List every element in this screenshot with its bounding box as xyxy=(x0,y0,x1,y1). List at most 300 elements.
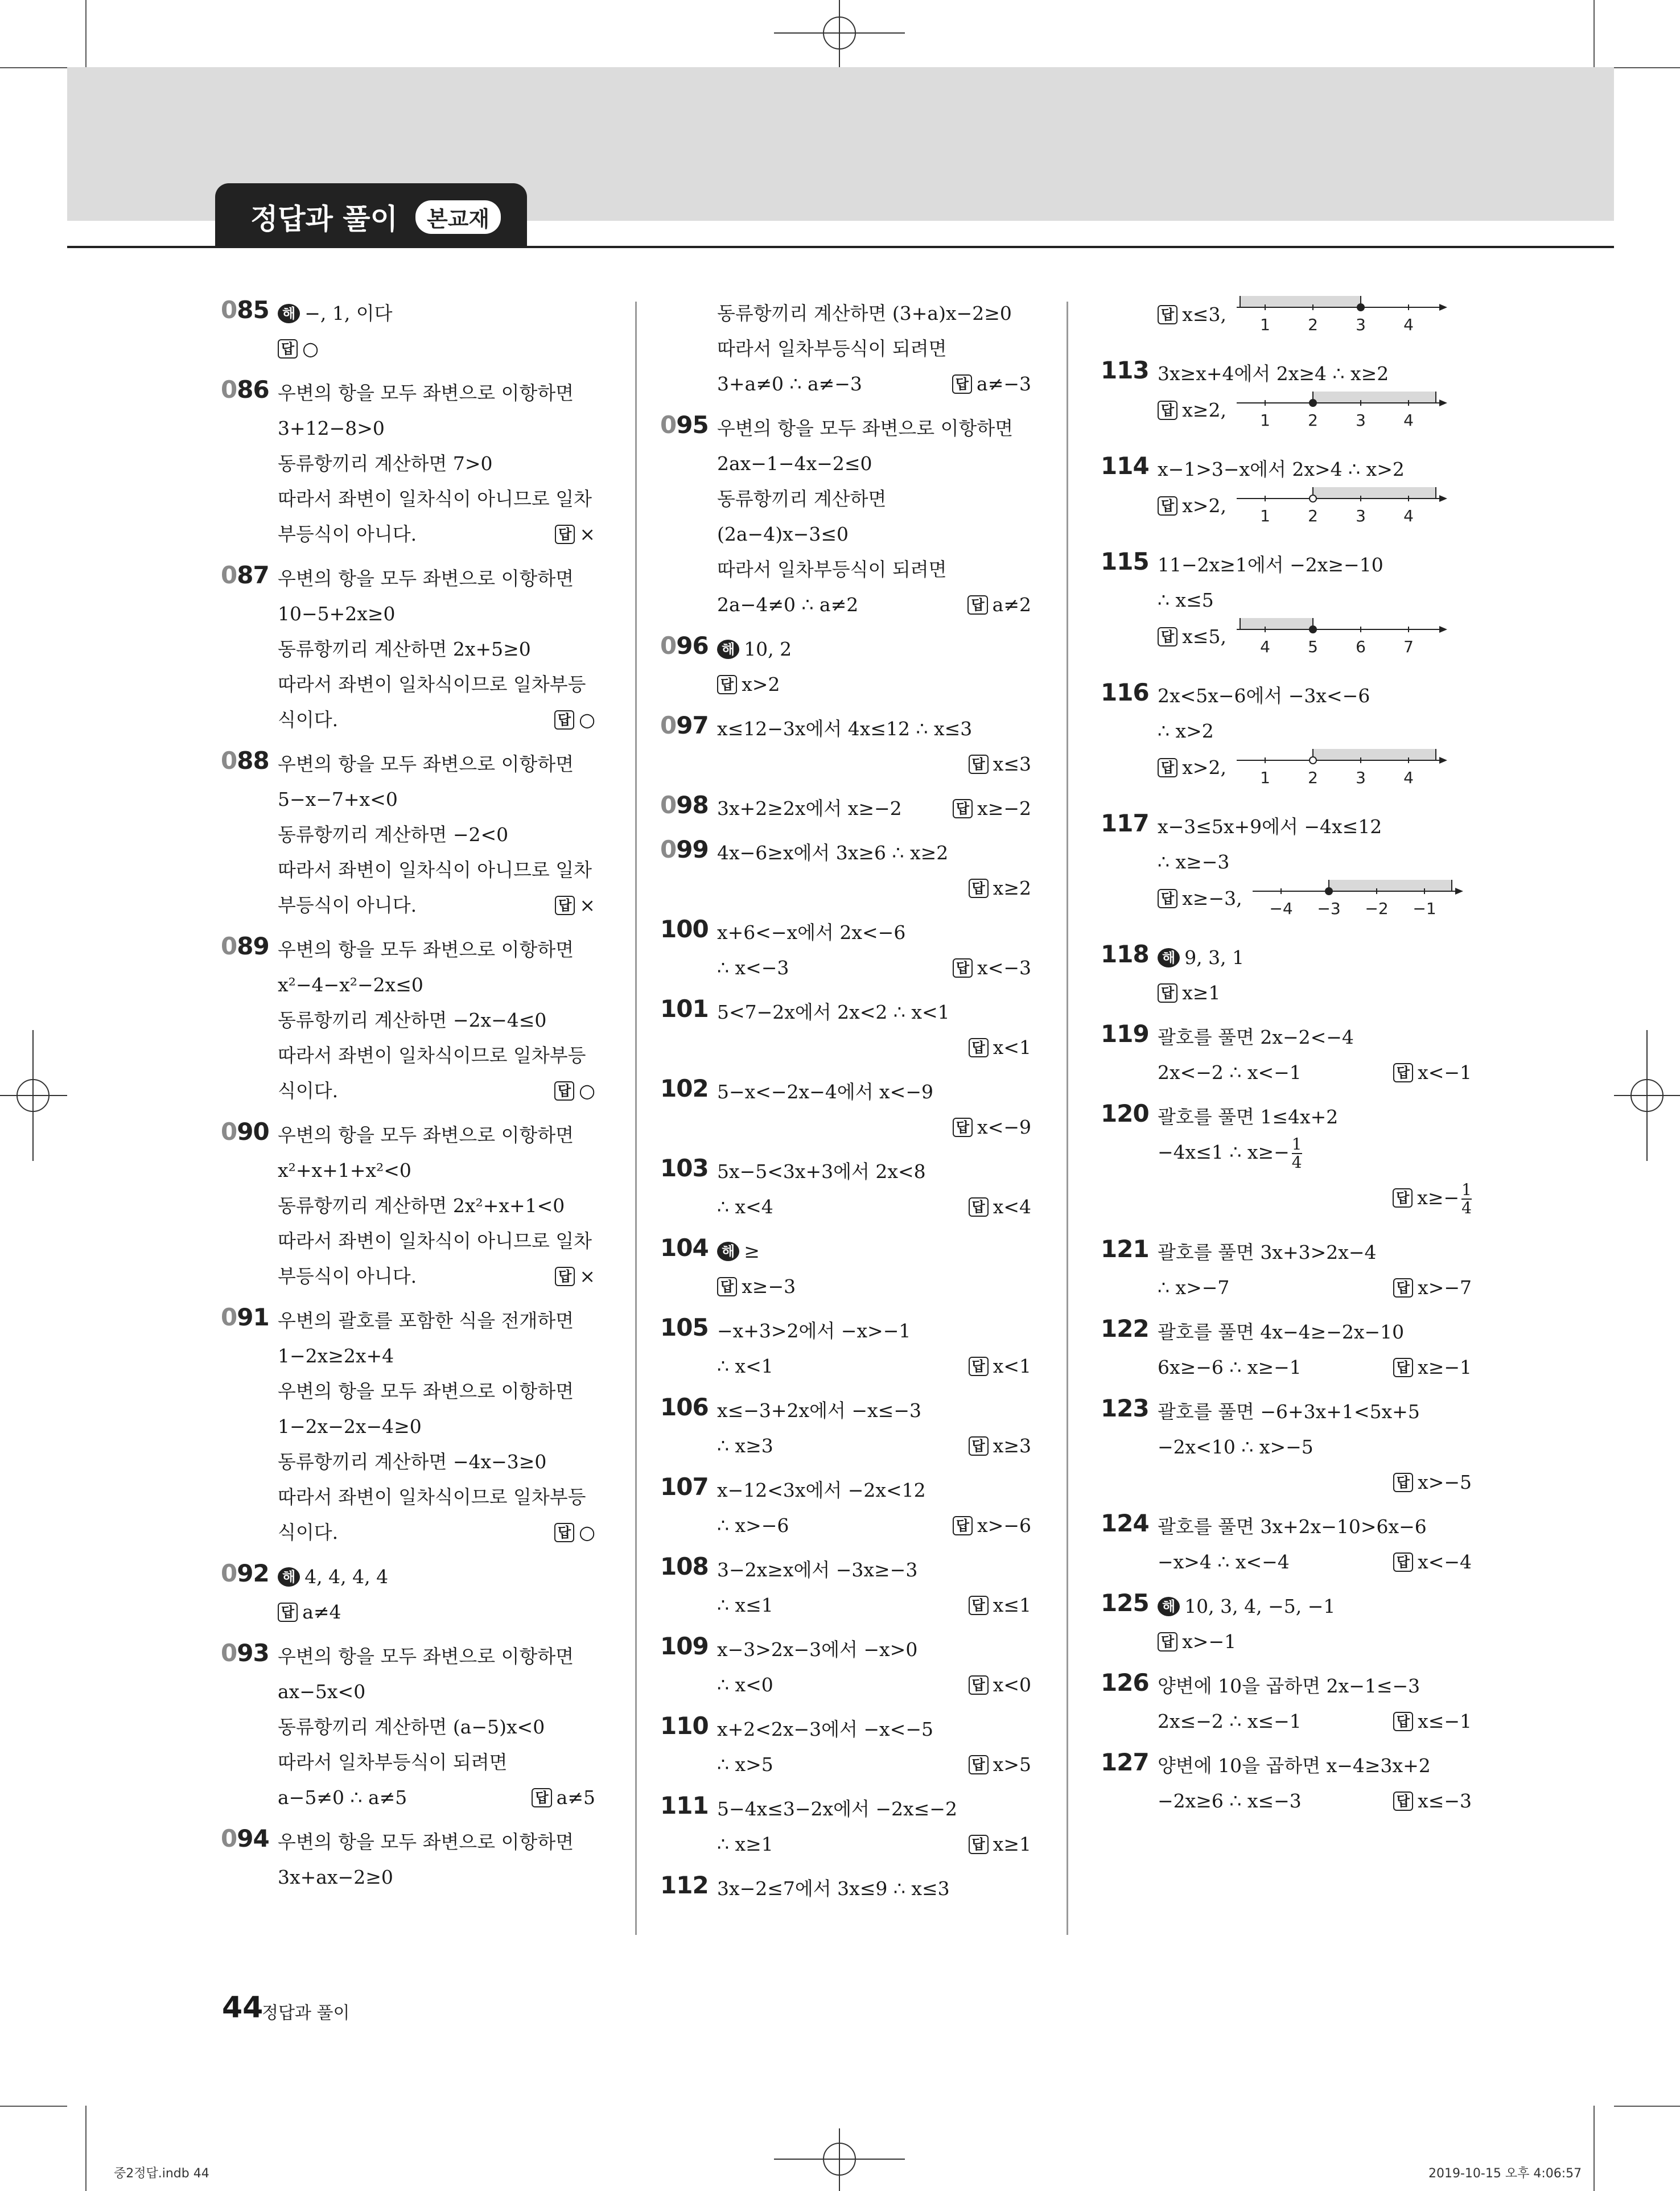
fraction xyxy=(1461,1181,1472,1217)
final-answer xyxy=(953,950,1031,986)
tick-label: 2 xyxy=(1308,411,1318,430)
problem-number-prefix: 0 xyxy=(221,1825,237,1852)
problem-number xyxy=(221,1303,269,1331)
solution-text: ∴ x<1 xyxy=(717,1355,773,1377)
problem xyxy=(660,1871,1031,1906)
page-number: 44 xyxy=(222,1991,263,2025)
solution-line xyxy=(717,1428,1031,1464)
solution-line xyxy=(1158,845,1472,880)
problem-body xyxy=(717,1712,1031,1782)
problem-number-digits: 112 xyxy=(660,1871,709,1899)
problem-number-digits: 124 xyxy=(1101,1509,1149,1537)
problem-number-digits: 105 xyxy=(660,1313,709,1341)
problem-body xyxy=(1158,1509,1472,1580)
axis-arrow xyxy=(1439,757,1447,764)
solution-line xyxy=(1158,809,1472,845)
problem xyxy=(1101,1748,1472,1819)
open-point xyxy=(1310,757,1316,764)
solution-text: 우변의 항을 모두 좌변으로 이항하면 xyxy=(278,1380,574,1402)
problem-number xyxy=(660,1473,709,1501)
solution-text: ax−5x<0 xyxy=(278,1681,366,1703)
final-answer-text: x<−4 xyxy=(1418,1551,1472,1573)
answer-badge: 답 xyxy=(1393,1188,1413,1208)
solution-line xyxy=(278,561,595,596)
number-line xyxy=(1237,296,1447,336)
problem-number xyxy=(660,915,709,943)
solution-line xyxy=(1158,1704,1472,1739)
solution-line xyxy=(278,1118,595,1153)
final-answer-text: x≤3 xyxy=(993,753,1031,775)
solution-line xyxy=(278,1860,595,1895)
solution-text: 따라서 좌변이 일차식이 아니므로 일차 xyxy=(278,1230,592,1252)
solution-line xyxy=(1158,1135,1472,1180)
final-answer xyxy=(554,702,595,738)
final-answer-text: a≠−3 xyxy=(977,373,1031,395)
solution-text: 동류항끼리 계산하면 −4x−3≥0 xyxy=(278,1451,547,1473)
answer-badge: 답 xyxy=(953,799,973,818)
tick-label: 4 xyxy=(1403,411,1414,430)
problem-number-prefix: 0 xyxy=(660,835,677,863)
problem-number-digits: 87 xyxy=(237,561,269,589)
final-answer xyxy=(1393,1180,1472,1217)
solution-line xyxy=(278,1003,595,1038)
final-answer xyxy=(1393,1545,1472,1580)
solution-region xyxy=(1240,296,1361,307)
problem-number-digits: 106 xyxy=(660,1393,709,1421)
tick-label: 1 xyxy=(1260,411,1270,430)
tick-label: 1 xyxy=(1260,768,1270,787)
problem-number xyxy=(1101,356,1149,384)
problem xyxy=(660,1473,1031,1543)
footer-section: 정답과 풀이 xyxy=(262,2003,350,2023)
problem-body xyxy=(278,747,595,923)
crop-mark xyxy=(0,67,67,68)
answer-badge: 답 xyxy=(1393,1278,1413,1298)
solution-line xyxy=(278,1409,595,1444)
final-answer xyxy=(969,1827,1031,1862)
answer-badge: 답 xyxy=(969,1835,989,1854)
final-answer-text: x<−3 xyxy=(977,957,1031,979)
problem-body xyxy=(278,1303,595,1550)
solution-line xyxy=(717,1871,1031,1906)
solution-line xyxy=(717,1234,1031,1269)
solution-line xyxy=(278,331,595,366)
problem-number xyxy=(660,632,709,660)
solution-region xyxy=(1240,618,1313,629)
problem-number-digits: 88 xyxy=(237,747,269,775)
problem xyxy=(660,1313,1031,1384)
problem xyxy=(660,632,1031,702)
problem-number-digits: 110 xyxy=(660,1712,709,1740)
solution-line xyxy=(278,1780,595,1815)
solution-line xyxy=(717,587,1031,623)
column-divider xyxy=(635,302,637,1935)
final-answer xyxy=(555,888,595,923)
solution-text: x−1>3−x에서 2x>4 ∴ x>2 xyxy=(1158,458,1405,480)
answer-badge: 답 xyxy=(1158,305,1177,324)
problem-number-digits: 108 xyxy=(660,1552,709,1580)
axis-arrow xyxy=(1439,304,1447,311)
answer-badge: 답 xyxy=(969,1675,989,1695)
axis-arrow xyxy=(1439,400,1447,406)
problem xyxy=(660,835,1031,906)
solution-text: 식이다. xyxy=(278,1080,339,1102)
solution-line xyxy=(717,667,1031,702)
tick-label: 2 xyxy=(1308,506,1318,525)
problem xyxy=(1101,296,1472,347)
closed-point xyxy=(1357,304,1364,311)
solution-text: 1−2x−2x−4≥0 xyxy=(278,1415,422,1438)
solution-line xyxy=(278,747,595,782)
problem-body xyxy=(1158,678,1472,800)
problem-number-digits: 85 xyxy=(237,296,269,324)
problem-number xyxy=(660,411,709,439)
final-answer-text: x>5 xyxy=(993,1753,1031,1776)
final-answer-text: ○ xyxy=(579,709,595,731)
solution-text: 동류항끼리 계산하면 7>0 xyxy=(278,452,493,475)
solution-text: x≤5, xyxy=(1182,625,1226,648)
tick-label: 5 xyxy=(1308,637,1318,656)
axis-arrow xyxy=(1439,626,1447,633)
solution-text: 괄호를 풀면 3x+3>2x−4 xyxy=(1158,1241,1377,1263)
solution-text: −2x<10 ∴ x>−5 xyxy=(1158,1436,1313,1458)
solution-line xyxy=(278,1825,595,1860)
problem xyxy=(221,1639,595,1815)
problem-number-digits: 113 xyxy=(1101,356,1149,384)
problem-number xyxy=(221,1118,269,1146)
solution-text: x−3≤5x+9에서 −4x≤12 xyxy=(1158,816,1382,838)
answer-badge: 답 xyxy=(555,525,575,544)
answer-badge: 답 xyxy=(1393,1712,1413,1731)
solution-line xyxy=(278,967,595,1003)
problem-number xyxy=(660,1632,709,1660)
problem xyxy=(1101,1099,1472,1226)
explanation-badge: 해 xyxy=(1158,1597,1180,1616)
solution-line xyxy=(278,1639,595,1674)
problem-number-prefix: 0 xyxy=(221,376,237,403)
final-answer xyxy=(1393,1350,1472,1385)
final-answer-text: x<−1 xyxy=(1418,1061,1472,1084)
problem-number xyxy=(660,1712,709,1740)
solution-line xyxy=(717,481,1031,517)
solution-line xyxy=(1158,1748,1472,1784)
solution-line xyxy=(717,632,1031,667)
solution-line xyxy=(717,1667,1031,1703)
problem-body xyxy=(717,1154,1031,1225)
problem-number xyxy=(660,1393,709,1421)
crop-mark xyxy=(1614,2106,1680,2107)
problem-number xyxy=(221,1639,269,1667)
problem-number xyxy=(660,1791,709,1819)
explanation-badge: 해 xyxy=(278,1567,300,1587)
problem xyxy=(1101,547,1472,669)
solution-text: 우변의 괄호를 포함한 식을 전개하면 xyxy=(278,1309,574,1332)
final-answer xyxy=(969,1030,1031,1065)
solution-line xyxy=(1158,1784,1472,1819)
problem-body xyxy=(1158,809,1472,931)
solution-line xyxy=(278,782,595,817)
solution-text: 동류항끼리 계산하면 −2x−4≤0 xyxy=(278,1009,547,1031)
final-answer-text: x≤1 xyxy=(993,1594,1031,1616)
answer-badge: 답 xyxy=(969,1038,989,1057)
answer-badge: 답 xyxy=(969,1755,989,1774)
solution-line xyxy=(1158,1235,1472,1270)
final-answer xyxy=(969,1428,1031,1464)
solution-line xyxy=(717,1154,1031,1189)
solution-text: 동류항끼리 계산하면 −2<0 xyxy=(278,823,509,846)
solution-text: x−3>2x−3에서 −x>0 xyxy=(717,1638,918,1661)
solution-line xyxy=(717,1074,1031,1110)
solution-line xyxy=(717,517,1031,552)
answer-badge: 답 xyxy=(969,1357,989,1376)
problem-body xyxy=(278,561,595,738)
problem-number xyxy=(1101,1099,1149,1127)
solution-line xyxy=(717,915,1031,950)
solution-text: 따라서 좌변이 일차식이므로 일차부등 xyxy=(278,1486,586,1508)
solution-text: 우변의 항을 모두 좌변으로 이항하면 xyxy=(278,753,574,775)
problem-number xyxy=(221,932,269,960)
problem-number-digits: 109 xyxy=(660,1632,709,1660)
problem-number-digits: 117 xyxy=(1101,809,1149,837)
solution-line xyxy=(278,481,595,517)
problem xyxy=(1101,1020,1472,1090)
solution-line xyxy=(278,1444,595,1480)
problem xyxy=(221,1303,595,1550)
solution-text: 4x−6≥x에서 3x≥6 ∴ x≥2 xyxy=(717,842,949,864)
problem xyxy=(221,1118,595,1294)
problem-number-digits: 122 xyxy=(1101,1315,1149,1342)
answer-column-1 xyxy=(221,296,595,1904)
solution-text: 우변의 항을 모두 좌변으로 이항하면 xyxy=(278,1645,574,1667)
solution-line xyxy=(717,552,1031,587)
solution-line xyxy=(1158,1545,1472,1580)
problem-body xyxy=(717,1632,1031,1703)
final-answer-text: x≤−1 xyxy=(1418,1710,1472,1732)
final-answer xyxy=(1393,1465,1472,1500)
solution-line xyxy=(278,446,595,481)
solution-line xyxy=(717,1508,1031,1543)
problem-body xyxy=(717,791,1031,826)
final-answer-text: × xyxy=(579,1265,595,1287)
final-answer xyxy=(1393,1784,1472,1819)
tick-label: 4 xyxy=(1403,315,1414,334)
solution-text: ≥ xyxy=(744,1240,760,1262)
solution-text: x>2, xyxy=(1182,756,1226,779)
registration-mark-bottom xyxy=(774,2128,905,2191)
answer-badge: 답 xyxy=(1158,496,1177,516)
solution-text: 부등식이 아니다. xyxy=(278,894,417,916)
denominator: 4 xyxy=(1461,1199,1472,1217)
solution-text: 식이다. xyxy=(278,1521,339,1543)
final-answer-text: ○ xyxy=(579,1521,595,1543)
problem-body xyxy=(278,1639,595,1815)
final-answer xyxy=(952,366,1031,402)
final-answer-text: a≠2 xyxy=(992,594,1031,616)
solution-line xyxy=(717,1393,1031,1428)
solution-line xyxy=(1158,714,1472,749)
answer-badge: 답 xyxy=(278,339,298,359)
tick-label: −3 xyxy=(1316,899,1341,918)
tick-label: 6 xyxy=(1356,637,1366,656)
solution-text: 부등식이 아니다. xyxy=(278,523,417,545)
closed-point xyxy=(1310,400,1316,406)
problem-body xyxy=(1158,296,1472,347)
solution-line xyxy=(717,1827,1031,1862)
problem xyxy=(660,1234,1031,1304)
solution-line xyxy=(1158,392,1472,443)
problem-body xyxy=(717,1552,1031,1623)
problem-number xyxy=(1101,1315,1149,1342)
solution-line xyxy=(278,1559,595,1595)
solution-line xyxy=(1158,1669,1472,1704)
denominator: 4 xyxy=(1291,1153,1302,1172)
problem-number-digits: 121 xyxy=(1101,1235,1149,1263)
problem-number-digits: 107 xyxy=(660,1473,709,1501)
problem-number-digits: 114 xyxy=(1101,452,1149,480)
solution-text: 3+12−8>0 xyxy=(278,417,385,439)
problem-number xyxy=(1101,1748,1149,1776)
solution-line xyxy=(717,1552,1031,1588)
solution-text: 우변의 항을 모두 좌변으로 이항하면 xyxy=(278,567,574,590)
problem xyxy=(221,1825,595,1895)
problem xyxy=(1101,678,1472,800)
answer-column-3 xyxy=(1101,296,1472,1828)
number-line xyxy=(1253,880,1463,920)
tick-label: −2 xyxy=(1364,899,1389,918)
solution-text: 5−4x≤3−2x에서 −2x≤−2 xyxy=(717,1798,957,1820)
problem-number-digits: 126 xyxy=(1101,1669,1149,1696)
answer-badge: 답 xyxy=(554,1523,574,1542)
problem xyxy=(1101,1235,1472,1305)
problem xyxy=(660,296,1031,402)
crop-mark xyxy=(0,2106,67,2107)
solution-text: 3x+2≥2x에서 x≥−2 xyxy=(717,797,902,819)
final-answer-text: x<0 xyxy=(993,1674,1031,1696)
problem xyxy=(221,1559,595,1630)
problem-body xyxy=(717,1074,1031,1145)
file-info: 중2정답.indb 44 xyxy=(114,2167,209,2181)
problem-body xyxy=(717,995,1031,1065)
answer-badge: 답 xyxy=(1393,1552,1413,1572)
problem-number xyxy=(660,791,709,819)
solution-line xyxy=(278,1303,595,1339)
final-answer xyxy=(969,1588,1031,1623)
problem-body xyxy=(717,1313,1031,1384)
final-answer xyxy=(953,791,1031,826)
problem-number xyxy=(1101,1669,1149,1696)
problem-body xyxy=(717,632,1031,702)
problem-number xyxy=(221,747,269,775)
solution-line xyxy=(717,871,1031,906)
problem xyxy=(1101,452,1472,538)
crop-mark xyxy=(1593,0,1595,67)
solution-line xyxy=(278,1374,595,1409)
solution-line xyxy=(717,366,1031,402)
solution-line xyxy=(717,1269,1031,1304)
solution-text: 괄호를 풀면 4x−4≥−2x−10 xyxy=(1158,1321,1405,1343)
problem xyxy=(1101,1589,1472,1659)
final-answer xyxy=(555,517,595,552)
tick-label: 4 xyxy=(1403,506,1414,525)
problem-number-digits: 89 xyxy=(237,932,269,960)
tick-label: 3 xyxy=(1356,768,1366,787)
solution-line xyxy=(1158,975,1472,1011)
solution-line xyxy=(717,446,1031,481)
problem-number-prefix: 0 xyxy=(221,296,237,324)
problem xyxy=(660,711,1031,782)
solution-text: x²+x+1+x²<0 xyxy=(278,1159,411,1181)
final-answer-text: × xyxy=(579,894,595,916)
solution-line xyxy=(717,1110,1031,1145)
answer-badge: 답 xyxy=(1393,1358,1413,1377)
solution-text: 따라서 좌변이 일차식이므로 일차부등 xyxy=(278,1044,586,1066)
problem-number-prefix: 0 xyxy=(660,632,677,660)
problem-number-digits: 123 xyxy=(1101,1394,1149,1422)
solution-text: 괄호를 풀면 2x−2<−4 xyxy=(1158,1026,1354,1048)
problem-number-digits: 116 xyxy=(1101,678,1149,706)
answer-badge: 답 xyxy=(1158,627,1177,646)
problem-number-prefix: 0 xyxy=(221,1303,237,1331)
crop-mark xyxy=(1614,67,1680,68)
solution-line xyxy=(1158,1430,1472,1465)
solution-line xyxy=(278,932,595,967)
solution-text: ∴ x>−6 xyxy=(717,1514,789,1537)
problem xyxy=(660,791,1031,826)
axis-arrow xyxy=(1439,495,1447,502)
problem-number-digits: 97 xyxy=(676,711,709,739)
solution-line xyxy=(1158,749,1472,800)
answer-badge: 답 xyxy=(1158,1632,1177,1652)
solution-text: a−5≠0 ∴ a≠5 xyxy=(278,1786,407,1809)
problem-body xyxy=(1158,452,1472,538)
solution-text: ∴ x≥−3 xyxy=(1158,851,1230,873)
solution-line xyxy=(1158,296,1472,347)
solution-text: 5<7−2x에서 2x<2 ∴ x<1 xyxy=(717,1001,950,1023)
solution-text: 5x−5<3x+3에서 2x<8 xyxy=(717,1160,926,1183)
answer-badge: 답 xyxy=(953,958,973,978)
solution-line xyxy=(278,1153,595,1188)
final-answer xyxy=(554,1515,595,1550)
solution-region xyxy=(1313,392,1436,403)
print-timestamp: 2019-10-15 오후 4:06:57 xyxy=(1428,2167,1582,2181)
problem-number-prefix: 0 xyxy=(660,411,677,439)
problem-number xyxy=(660,1552,709,1580)
answer-badge: 답 xyxy=(555,896,575,915)
solution-line xyxy=(278,1339,595,1374)
tick-label: 4 xyxy=(1403,768,1414,787)
problem-body xyxy=(1158,940,1472,1011)
solution-line xyxy=(278,817,595,852)
solution-text: 2a−4≠0 ∴ a≠2 xyxy=(717,594,859,616)
solution-line xyxy=(717,1747,1031,1782)
explanation-badge: 해 xyxy=(278,304,300,323)
solution-text: 식이다. xyxy=(278,709,339,731)
problem-number-digits: 100 xyxy=(660,915,709,943)
problem-number xyxy=(660,995,709,1023)
solution-line xyxy=(1158,1465,1472,1500)
problem-body xyxy=(278,376,595,552)
solution-line xyxy=(717,1313,1031,1349)
solution-text: 동류항끼리 계산하면 xyxy=(717,488,887,510)
solution-text: 우변의 항을 모두 좌변으로 이항하면 xyxy=(278,1831,574,1853)
solution-line xyxy=(278,1188,595,1224)
closed-point xyxy=(1310,626,1316,633)
answer-badge: 답 xyxy=(1393,1063,1413,1082)
problem-number xyxy=(1101,547,1149,575)
problem-body xyxy=(717,1473,1031,1543)
final-answer-text: x>−5 xyxy=(1418,1471,1472,1493)
solution-line xyxy=(278,517,595,552)
